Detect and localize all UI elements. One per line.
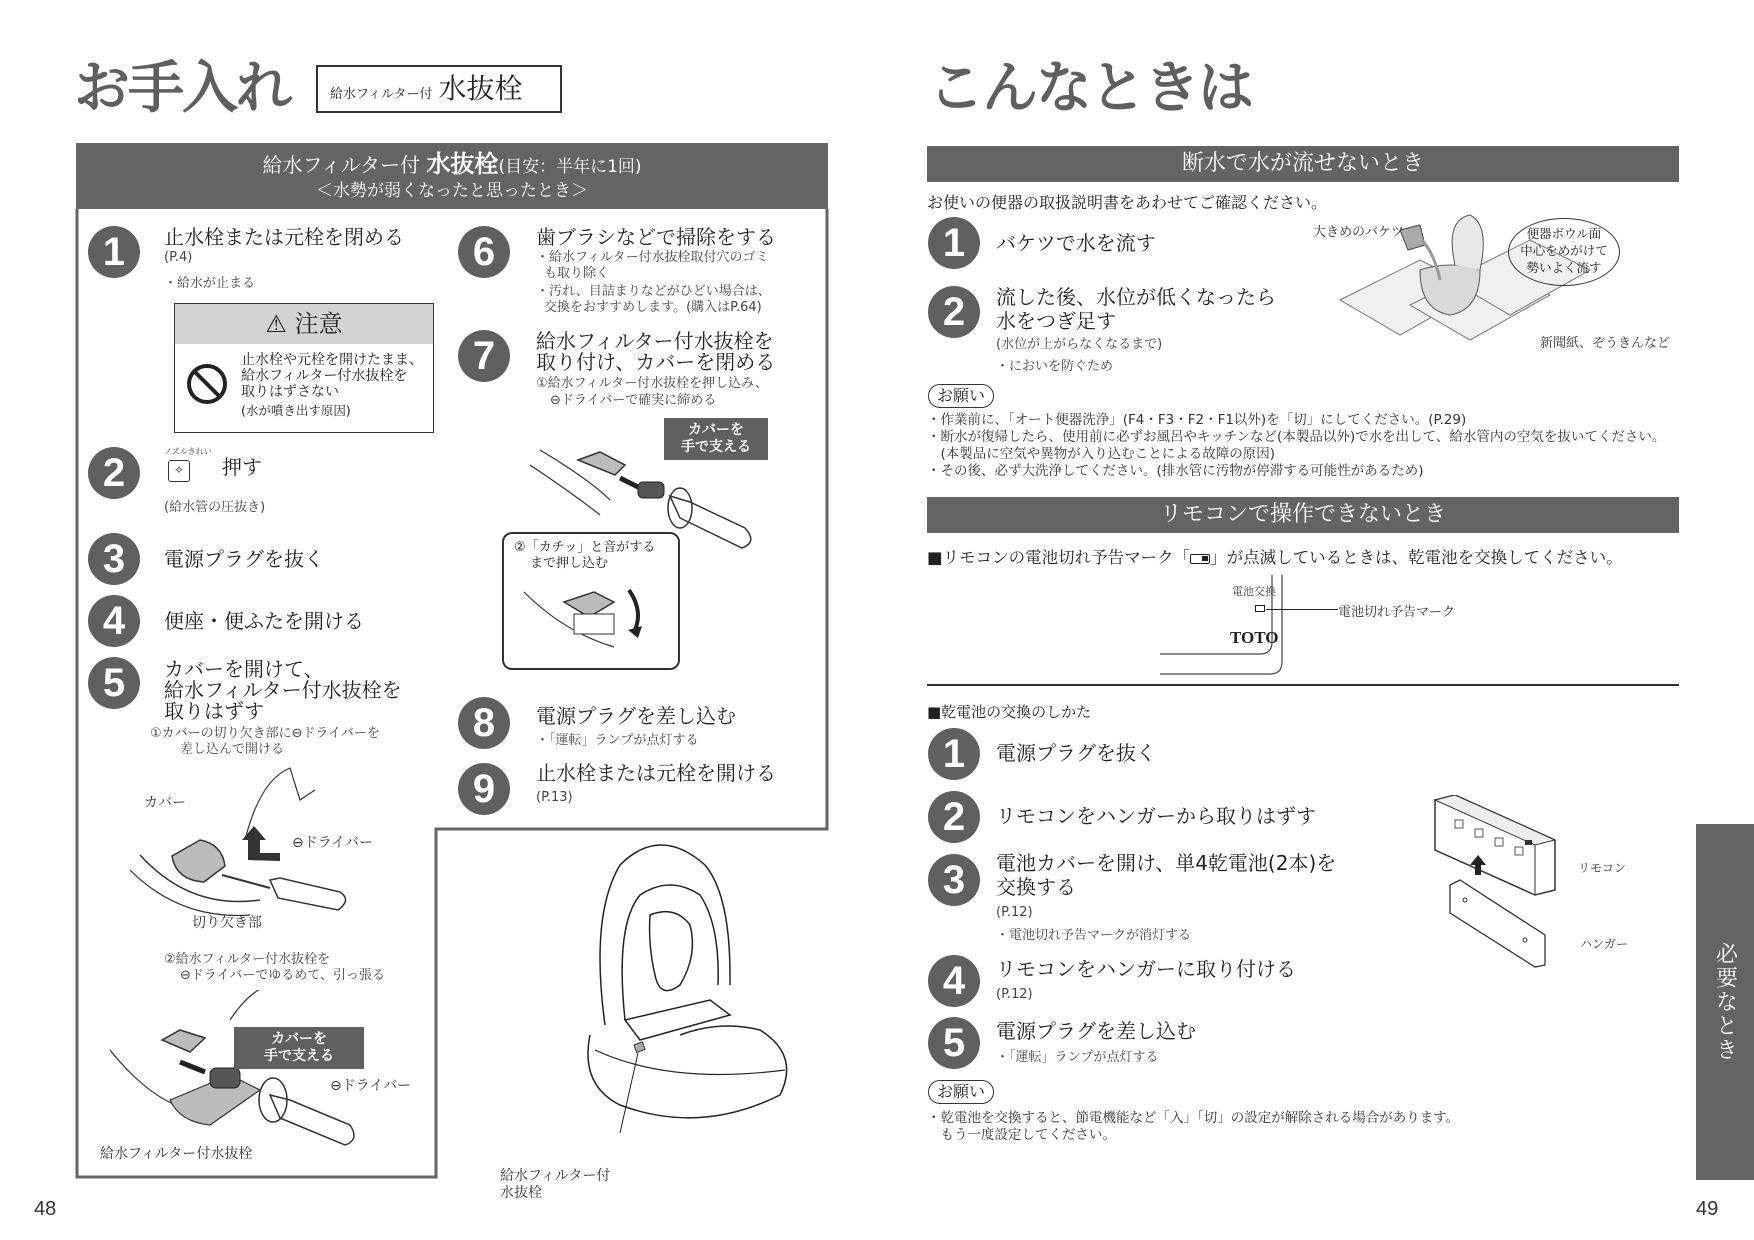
- step-number-9: 9: [458, 763, 510, 815]
- outage-step-2-note-2: ・においを防ぐため: [996, 359, 1114, 374]
- step-6-note-4: 交換をおすすめします。(購入はP.64): [544, 300, 762, 315]
- nozzle-caption: ノズルきれい: [164, 447, 212, 456]
- step-number-6: 6: [458, 226, 510, 278]
- nozzle-clean-button-icon: ✧: [168, 460, 190, 482]
- label-filter-plug: 給水フィルター付水抜栓: [100, 1146, 253, 1162]
- header-line2: ＜水勢が弱くなったと思ったとき＞: [316, 181, 588, 201]
- step-7-title-2: 取り付け、カバーを閉める: [536, 350, 776, 374]
- cover-close-illustration: [504, 572, 674, 662]
- label-notch: 切り欠き部: [192, 915, 262, 931]
- outage-step-2-title-1: 流した後、水位が低くなったら: [996, 285, 1276, 309]
- callout-hold-cover-1: カバーを 手で支える: [234, 1027, 364, 1069]
- mark-leader-line: [1266, 609, 1338, 610]
- outage-step-1-title: バケツで水を流す: [996, 231, 1156, 255]
- battery-step-number-5: 5: [928, 1017, 980, 1069]
- click-inset: [502, 532, 680, 670]
- battery-step-3-title-1: 電池カバーを開け、単4乾電池(2本)を: [996, 851, 1337, 875]
- step-1-ref: (P.4): [164, 250, 193, 265]
- step-number-3: 3: [88, 533, 140, 585]
- speech-bubble: 便器ボウル面 中心をめがけて 勢いよく流す: [1508, 218, 1620, 286]
- step-4-title: 便座・便ふたを開ける: [164, 609, 364, 633]
- onegai-list-1: ・作業前に、「オート便器洗浄」(F4・F3・F2・F1以外)を「切」にしてください。(P.29) ・断水が復帰したら、使用前に必ずお風呂やキッチンなど(本製品以外)で水を出して、給水管内の空気を抜いてください。 (本製品に空気や異物が入り込むことによる故障の原因) ・その後、必ず大洗浄してください。(排水管に汚物が停滞する可能性があるため): [927, 412, 1666, 479]
- step-9-ref: (P.13): [536, 790, 573, 805]
- step-8-title: 電源プラグを差し込む: [536, 704, 736, 728]
- header-suffix: (目安：半年に1回): [498, 157, 642, 177]
- step-number-1: 1: [88, 226, 140, 278]
- battery-step-number-4: 4: [928, 955, 980, 1007]
- step-5-title-3: 取りはずす: [164, 699, 264, 723]
- step-7-title-1: 給水フィルター付水抜栓を: [536, 329, 774, 353]
- caution-reason: (水が噴き出す原因): [241, 403, 351, 418]
- label-hanger: ハンガー: [1580, 937, 1629, 951]
- step-7-sub1-line1: ①給水フィルター付水抜栓を押し込み、: [536, 376, 768, 391]
- toilet-label-line2: 水抜栓: [500, 1185, 542, 1201]
- label-battery-change: 電池交換: [1232, 585, 1276, 598]
- step-number-7: 7: [458, 330, 510, 382]
- step-6-title: 歯ブラシなどで掃除をする: [536, 225, 776, 249]
- page-number-right: 49: [1696, 1198, 1719, 1220]
- toilet-label-line1: 給水フィルター付: [500, 1168, 611, 1184]
- step-1-note: ・給水が止まる: [164, 276, 256, 291]
- step-number-4: 4: [88, 595, 140, 647]
- label-newspaper: 新聞紙、ぞうきんなど: [1540, 336, 1671, 351]
- step-6-note-2: も取り除く: [544, 266, 610, 281]
- step-7-sub2-line2: まで押し込む: [530, 556, 609, 571]
- step-3-title: 電源プラグを抜く: [164, 547, 324, 571]
- step-6-note-3: ・汚れ、目詰まりなどがひどい場合は、: [536, 284, 771, 299]
- battery-step-2-title: リモコンをハンガーから取りはずす: [996, 804, 1316, 828]
- battery-step-number-1: 1: [928, 728, 980, 780]
- subject-large: 水抜栓: [438, 72, 523, 105]
- step-5-sub1-line1: ①カバーの切り欠き部に⊖ドライバーを: [150, 726, 380, 741]
- header-bold: 水抜栓: [426, 150, 499, 178]
- caution-box: [174, 303, 434, 433]
- battery-low-icon: [1190, 554, 1210, 564]
- step-number-5: 5: [88, 657, 140, 709]
- page-number-left: 48: [34, 1198, 57, 1220]
- divider: [927, 684, 1679, 686]
- battery-step-number-2: 2: [928, 791, 980, 843]
- battery-step-number-3: 3: [928, 854, 980, 906]
- caution-heading: ⚠ 注意: [175, 304, 433, 344]
- step-5-sub1-line2: 差し込んで開ける: [180, 742, 285, 757]
- battery-step-3-note-2: ・電池切れ予告マークが消灯する: [996, 928, 1192, 943]
- label-driver-1: ⊖ドライバー: [292, 835, 374, 851]
- battery-step-3-note-1: (P.12): [996, 905, 1033, 920]
- outage-step-number-2: 2: [928, 286, 980, 338]
- onegai-badge-1: お願い: [928, 384, 994, 408]
- label-cover: カバー: [144, 795, 186, 811]
- step-7-sub1-line2: ⊖ドライバーで確実に締める: [550, 393, 717, 408]
- label-remote: リモコン: [1578, 861, 1627, 875]
- step-5-sub2-line1: ②給水フィルター付水抜栓を: [164, 952, 331, 967]
- battery-step-4-note: (P.12): [996, 987, 1033, 1002]
- step-5-title-2: 給水フィルター付水抜栓を: [164, 678, 402, 702]
- section1-intro: お使いの便器の取扱説明書をあわせてご確認ください。: [927, 193, 1328, 212]
- step-2-title: 押す: [222, 455, 262, 479]
- filter-removal-illustration: [110, 990, 430, 1160]
- prohibited-icon: [185, 362, 229, 406]
- label-driver-2: ⊖ドライバー: [330, 1078, 412, 1094]
- label-battery-mark: 電池切れ予告マーク: [1338, 605, 1456, 620]
- battery-step-1-title: 電源プラグを抜く: [996, 741, 1156, 765]
- caution-line-1: 止水栓や元栓を開けたまま、: [241, 352, 423, 368]
- battery-step-5-note: ・「運転」ランプが点灯する: [996, 1050, 1159, 1065]
- section-header-remote: リモコンで操作できないとき: [927, 497, 1679, 533]
- step-number-2: 2: [88, 447, 140, 499]
- step-7-sub2-line1: ②「カチッ」と音がする: [514, 540, 656, 555]
- toto-logo: TOTO: [1230, 628, 1279, 647]
- toilet-illustration: [580, 835, 800, 1135]
- warning-triangle-icon: ⚠: [265, 310, 287, 338]
- step-number-8: 8: [458, 697, 510, 749]
- label-bucket: 大きめのバケツ: [1313, 225, 1404, 240]
- battery-step-3-title-2: 交換する: [996, 875, 1076, 899]
- page-title-troubleshooting: こんなときは: [928, 56, 1252, 119]
- step-5-sub2-line2: ⊖ドライバーでゆるめて、引っ張る: [180, 968, 385, 983]
- onegai-list-2: ・乾電池を交換すると、節電機能など「入」「切」の設定が解除される場合があります。 もう一度設定してください。: [927, 1110, 1460, 1143]
- remote-hanger-illustration: [1425, 795, 1565, 970]
- step-1-title: 止水栓または元栓を閉める: [164, 225, 404, 249]
- header-prefix: 給水フィルター付: [262, 153, 421, 177]
- callout-hold-cover-2: カバーを 手で支える: [664, 418, 768, 460]
- caution-line-2: 給水フィルター付水抜栓を: [241, 368, 408, 384]
- outage-step-2-title-2: 水をつぎ足す: [996, 309, 1116, 333]
- step-5-title-1: カバーを開けて、: [164, 657, 324, 681]
- battery-subheading: ■乾電池の交換のしかた: [927, 703, 1092, 721]
- step-8-note: ・「運転」ランプが点灯する: [536, 733, 699, 748]
- battery-mark-icon: [1255, 605, 1265, 612]
- step-9-title: 止水栓または元栓を開ける: [536, 761, 776, 785]
- onegai-badge-2: お願い: [928, 1080, 994, 1104]
- caution-line-3: 取りはずさない: [241, 384, 339, 400]
- step-6-note-1: ・給水フィルター付水抜栓取付穴のゴミ: [536, 250, 769, 265]
- remote-lead: ■リモコンの電池切れ予告マーク「 」が点滅しているときは、乾電池を交換してください。: [927, 548, 1623, 567]
- page-title-maintenance: お手入れ: [74, 56, 290, 119]
- battery-step-5-title: 電源プラグを差し込む: [996, 1019, 1196, 1043]
- battery-step-4-title: リモコンをハンガーに取り付ける: [996, 957, 1296, 981]
- outage-step-2-note-1: (水位が上がらなくなるまで): [996, 337, 1163, 352]
- step-2-note: (給水管の圧抜き): [164, 500, 266, 515]
- subject-small: 給水フィルター付: [330, 87, 433, 102]
- section-header-water-outage: 断水で水が流せないとき: [927, 146, 1679, 182]
- side-tab[interactable]: 必要なとき: [1696, 824, 1754, 1180]
- outage-step-number-1: 1: [928, 217, 980, 269]
